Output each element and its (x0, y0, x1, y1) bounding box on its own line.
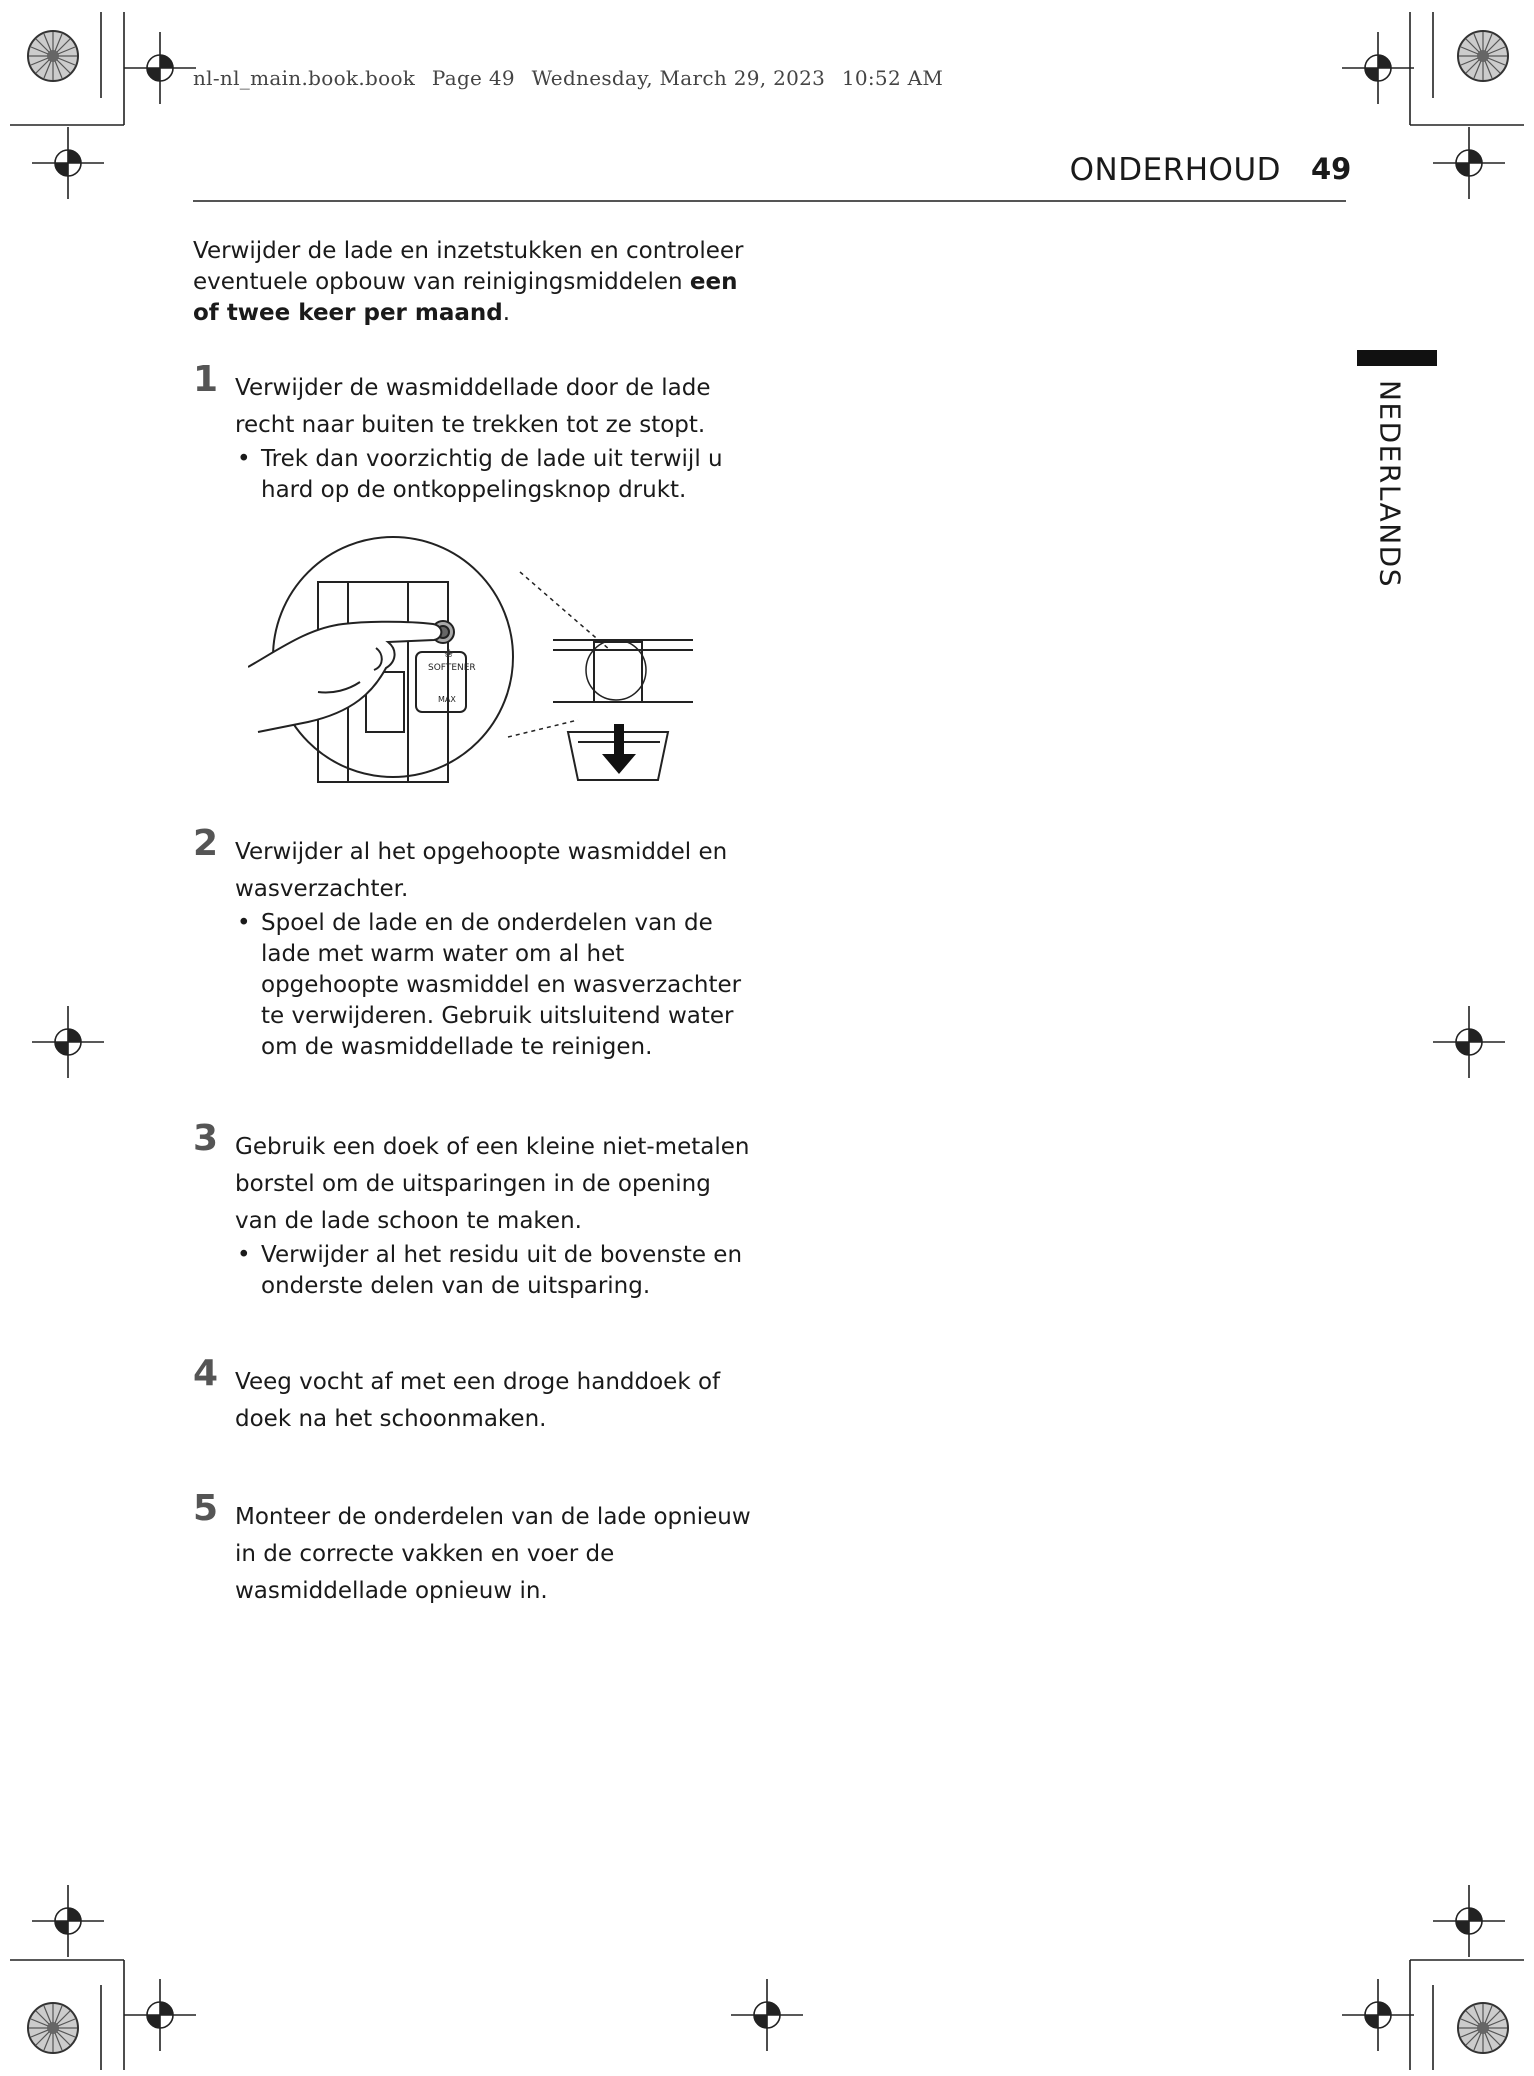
step-text: Gebruik een doek of een kleine niet-metalen borstel om de uitsparingen in de opening van de lade schoon te maken. (235, 1134, 750, 1234)
step-bullet (235, 444, 753, 506)
bullet-dot: • (237, 1242, 251, 1268)
step-text: Verwijder al het opgehoopte wasmiddel en wasverzachter. (235, 839, 728, 902)
section-title: ONDERHOUD (1069, 152, 1281, 188)
step-number: 4 (193, 1353, 219, 1394)
step-number: 1 (193, 359, 219, 400)
intro-text: Verwijder de lade en inzetstukken en controleer eventuele opbouw van reinigingsmiddelen (193, 238, 744, 295)
step-text: Monteer de onderdelen van de lade opnieuw in de correcte vakken en voer de wasmiddellade opnieuw in. (235, 1504, 751, 1604)
language-tab-marker (1357, 350, 1437, 366)
bullet-text: Trek dan voorzichtig de lade uit terwijl u hard op de ontkoppelingsknop drukt. (261, 446, 723, 503)
step-number: 5 (193, 1488, 219, 1529)
step-3 (193, 1118, 753, 1302)
print-page-label: Page 49 (431, 66, 515, 90)
page-number: 49 (1311, 152, 1352, 186)
step-2 (193, 823, 753, 1063)
step-5 (193, 1488, 753, 1610)
language-tab-label: NEDERLANDS (1373, 379, 1407, 589)
header-divider (193, 200, 1346, 202)
intro-emphasis: een of twee keer per maand (193, 269, 738, 326)
softener-icon: ❀ (444, 647, 454, 660)
step-bullet (235, 908, 753, 1063)
bullet-text: Spoel de lade en de onderdelen van de lade met warm water om al het opgehoopte wasmiddel en wasverzachter te verwijderen. Gebruik uitsluitend water om de wasmiddellade te reinigen. (261, 910, 742, 1060)
drawer-removal-illustration (248, 532, 698, 792)
max-label: MAX (438, 695, 456, 704)
print-time: 10:52 AM (841, 66, 944, 90)
step-text: Veeg vocht af met een droge handdoek of doek na het schoonmaken. (235, 1369, 721, 1432)
softener-label: SOFTENER (428, 663, 476, 673)
bullet-dot: • (237, 446, 251, 472)
print-date: Wednesday, March 29, 2023 (531, 66, 826, 90)
step-text: Verwijder de wasmiddellade door de lade recht naar buiten te trekken tot ze stopt. (235, 375, 711, 438)
print-filename: nl-nl_main.book.book (193, 66, 416, 90)
intro-end: . (502, 300, 511, 326)
intro-paragraph (193, 236, 753, 329)
step-number: 3 (193, 1118, 219, 1159)
step-1 (193, 359, 753, 506)
step-4 (193, 1353, 753, 1438)
bullet-dot: • (237, 910, 251, 936)
step-bullet (235, 1240, 753, 1302)
step-number: 2 (193, 823, 219, 864)
bullet-text: Verwijder al het residu uit de bovenste en onderste delen van de uitsparing. (261, 1242, 743, 1299)
print-slug (193, 66, 953, 90)
